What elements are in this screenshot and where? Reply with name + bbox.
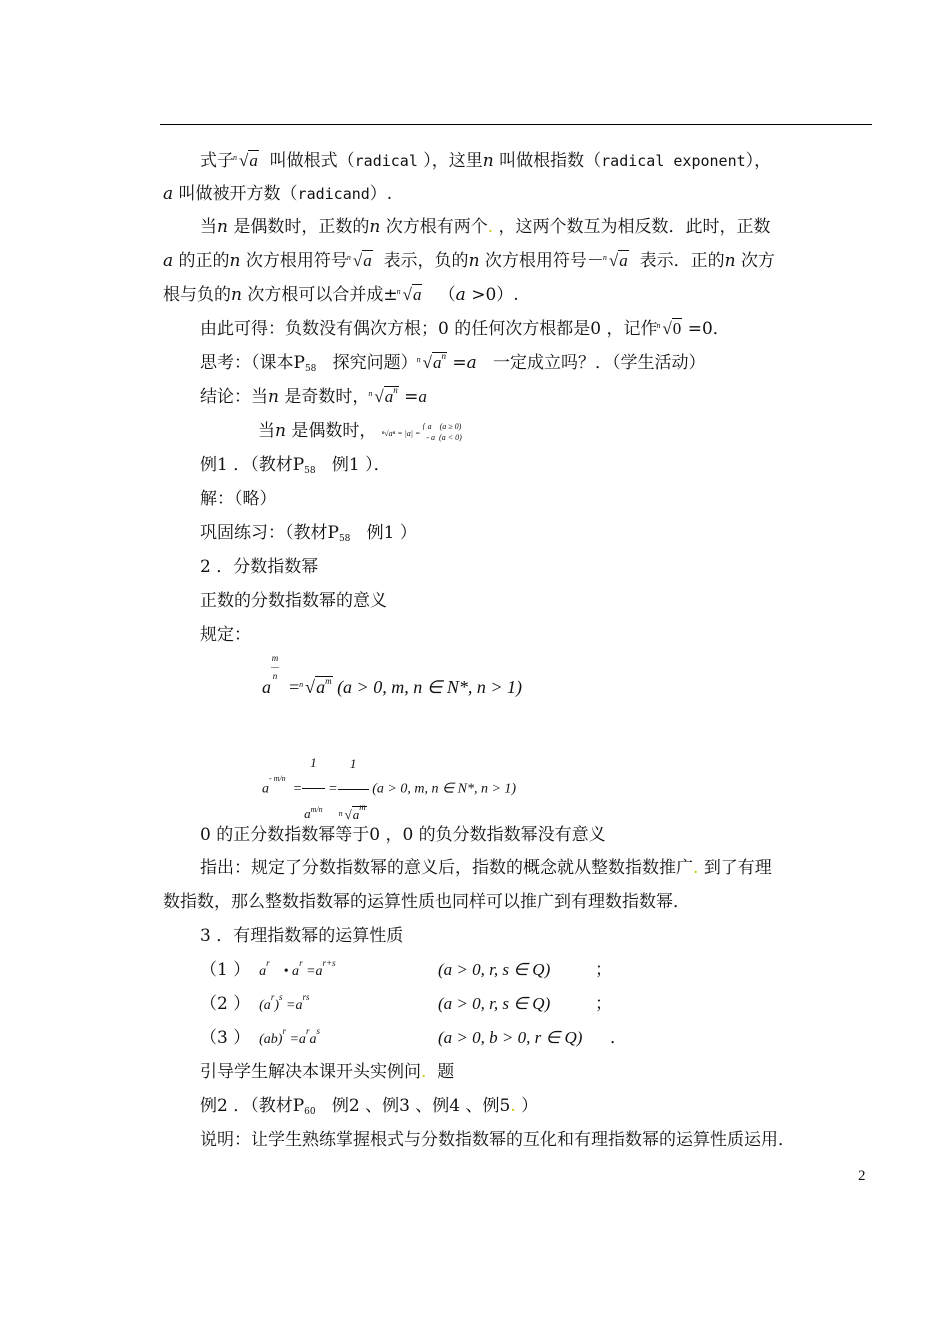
text-line: 解：（略） xyxy=(200,489,277,509)
formula-condition: (a > 0, m, n ∈ N*, n > 1) xyxy=(372,781,517,797)
property-1: （1 ） $a^r$ • $a^r =a^{r+s}$ (a > 0, r, s ∈ Q) ； xyxy=(200,958,612,980)
property-3: （3 ） $(ab)^r =a^ra^s$ (a > 0, b > 0, r ∈ Q) ． xyxy=(200,1026,627,1048)
text-line: a 的正的n 次方根用符号 n √a 表示，负的n 次方根用符号－ n √a 表示．正的n 次方 xyxy=(163,251,775,271)
text-line: 由此可得：负数没有偶次方根；0 的任何次方根都是0 ，记作 n √0 =0． xyxy=(200,319,730,339)
text: 叫做根式（ xyxy=(269,151,355,171)
abs-formula: ⁿ√aⁿ = |a| = xyxy=(381,429,423,438)
nth-root-a: n √a xyxy=(233,151,258,170)
text-line: 指出：规定了分数指数幂的意义后，指数的概念就从整数指数推广. 到了有理 xyxy=(200,858,772,878)
text-line: 式子 n √a 叫做根式（radical ），这里n 叫做根指数（radical exponent）， xyxy=(200,151,772,171)
text-line: 当n 是偶数时， ⁿ√aⁿ = |a| = { a (a ≥ 0) - a (a < 0) xyxy=(258,421,462,442)
text-line: 巩固练习：（教材P58 例1 ） xyxy=(200,523,417,544)
formula-condition: (a > 0, m, n ∈ N*, n > 1) xyxy=(337,677,523,697)
text-line: 当n 是偶数时，正数的n 次方根有两个. ，这两个数互为相反数．此时，正数 xyxy=(200,217,771,237)
section-heading: 2 ．分数指数幂 xyxy=(200,557,319,577)
formula-positive-fraction: am — n = n $√a^m$ (a > 0, m, n ∈ N*, n > 1) xyxy=(262,653,523,697)
text: ），这里 xyxy=(423,151,483,171)
term: radical xyxy=(354,152,418,170)
page-number: 2 xyxy=(858,1168,866,1184)
text: 式子 xyxy=(200,151,234,171)
header-rule xyxy=(160,124,872,125)
text-line: 数指数，那么整数指数幂的运算性质也同样可以推广到有理数指数幂． xyxy=(163,892,690,912)
text: ）. xyxy=(369,184,393,204)
text-line: 根与负的n 次方根可以合并成± n √a （a >0）. xyxy=(163,285,519,305)
text-line: 引导学生解决本课开头实例问. 题 xyxy=(200,1062,455,1082)
piecewise-cases: { a (a ≥ 0) - a (a < 0) xyxy=(422,421,462,442)
text-line: 0 的正分数指数幂等于0 ，0 的负分数指数幂没有意义 xyxy=(200,825,606,845)
property-2: （2 ） $(a^r)^s =a^{rs}$ (a > 0, r, s ∈ Q) ； xyxy=(200,992,612,1014)
text-line: 例2 ．（教材P60 例2 、例3 、例4 、例5. ） xyxy=(200,1096,539,1117)
text: ）， xyxy=(745,151,772,171)
term: radical exponent xyxy=(601,152,746,170)
text-line: 正数的分数指数幂的意义 xyxy=(200,591,387,611)
text-line: 规定： xyxy=(200,625,251,645)
text: 叫做被开方数（ xyxy=(178,184,298,204)
term: radicand xyxy=(297,185,370,203)
text-line: a 叫做被开方数（radicand）. xyxy=(163,184,393,204)
text-line: 说明：让学生熟练掌握根式与分数指数幂的互化和有理指数幂的运算性质运用． xyxy=(200,1130,795,1150)
text-line: 例1 ．（教材P58 例1 ）． xyxy=(200,455,391,476)
formula-negative-fraction: $a^{- m/n}$ = $\frac{1}{a^{m/n}}$ = 1 n $√a^m$ (a > 0, m, n ∈ N*, n > 1) xyxy=(262,738,516,841)
text-line: 结论：当n 是奇数时， n $√a^n =a$ xyxy=(200,385,427,407)
section-heading: 3 ．有理指数幂的运算性质 xyxy=(200,926,404,946)
text-line: 思考：（课本P58 探究问题） n $√a^n =a$ 一定成立吗？．（学生活动） xyxy=(200,351,706,374)
text: 叫做根指数（ xyxy=(499,151,602,171)
